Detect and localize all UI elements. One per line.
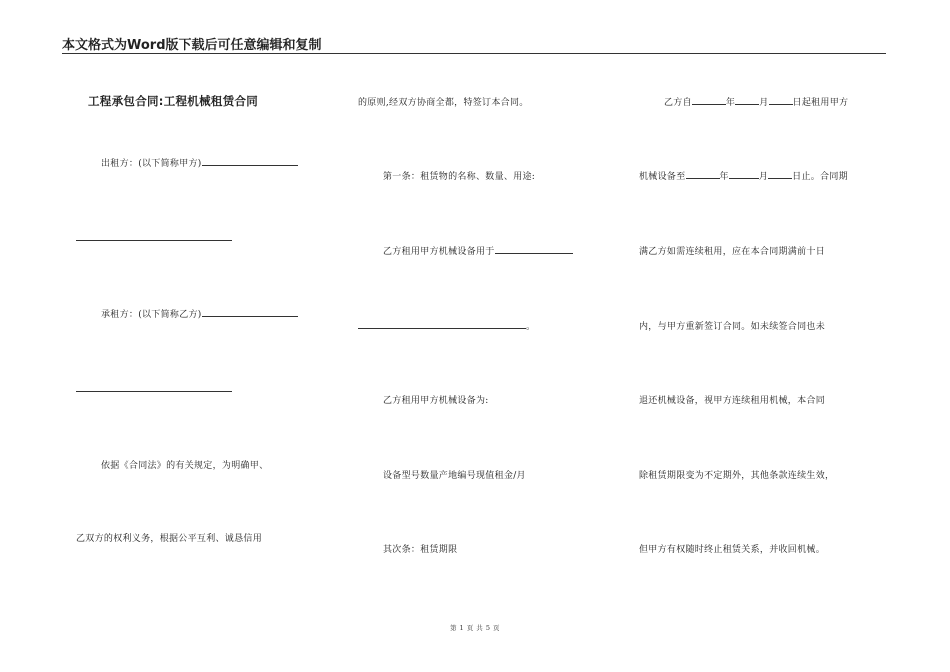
term-end-line xyxy=(639,169,848,182)
year-label: 年 xyxy=(719,172,729,182)
lessee-label: 承租方：(以下简称乙方) xyxy=(101,310,202,320)
usage-end-mark: 。 xyxy=(526,322,536,332)
document-title: 工程承包合同:工程机械租赁合同 xyxy=(88,94,259,108)
article-2-heading: 其次条：租赁期限 xyxy=(383,545,458,555)
term-end-label: 机械设备至 xyxy=(639,172,686,182)
article-1-heading: 第一条：租赁物的名称、数量、用途: xyxy=(383,172,536,182)
lessor-blank xyxy=(202,156,298,166)
basis-line-1: 依据《合同法》的有关规定，为明确甲、 xyxy=(101,461,269,471)
lessor-label: 出租方：(以下简称甲方) xyxy=(101,159,202,169)
lessor-line xyxy=(101,156,298,169)
lessee-line xyxy=(101,307,298,320)
lessor-continuation-blank xyxy=(76,240,232,241)
month-label: 月 xyxy=(759,98,769,108)
usage-line xyxy=(383,244,573,257)
start-year-blank xyxy=(692,95,726,105)
term-start-line xyxy=(664,95,848,108)
document-header: 本文格式为Word版下载后可任意编辑和复制 xyxy=(62,34,886,54)
term-start-label: 乙方自 xyxy=(664,98,692,108)
usage-label: 乙方租用甲方机械设备用于 xyxy=(383,247,495,257)
equipment-columns-line: 设备型号数量产地编号现值租金/月 xyxy=(383,471,526,481)
renewal-line-4: 除租赁期限变为不定期外，其他条款连续生效， xyxy=(639,471,835,481)
lessee-blank xyxy=(202,307,298,317)
year-label: 年 xyxy=(725,98,736,108)
basis-line-2: 乙双方的权利义务，根据公平互利、诚恳信用 xyxy=(76,534,263,544)
term-end-suffix: 日止。合同期 xyxy=(792,172,848,182)
renewal-line-1: 满乙方如需连续租用，应在本合同期满前十日 xyxy=(639,247,826,257)
usage-continuation-line xyxy=(358,319,535,332)
end-month-blank xyxy=(729,169,759,179)
renewal-line-2: 内，与甲方重新签订合同。如未续签合同也未 xyxy=(639,322,826,332)
principle-line: 的原则,经双方协商全都，特签订本合同。 xyxy=(358,98,529,108)
page-number: 第 1 页 共 5 页 xyxy=(449,624,501,632)
usage-blank xyxy=(495,244,573,254)
end-year-blank xyxy=(686,169,720,179)
start-day-blank xyxy=(769,95,793,105)
usage-continuation-blank xyxy=(358,319,526,329)
renewal-line-3: 退还机械设备，视甲方连续租用机械，本合同 xyxy=(639,396,826,406)
end-day-blank xyxy=(768,169,792,179)
lessee-continuation-blank xyxy=(76,391,232,392)
term-start-suffix: 日起租用甲方 xyxy=(792,98,849,108)
start-month-blank xyxy=(735,95,759,105)
month-label: 月 xyxy=(758,172,769,182)
renewal-line-5: 但甲方有权随时终止租赁关系，并收回机械。 xyxy=(639,545,826,555)
equipment-intro-line: 乙方租用甲方机械设备为: xyxy=(383,396,489,406)
